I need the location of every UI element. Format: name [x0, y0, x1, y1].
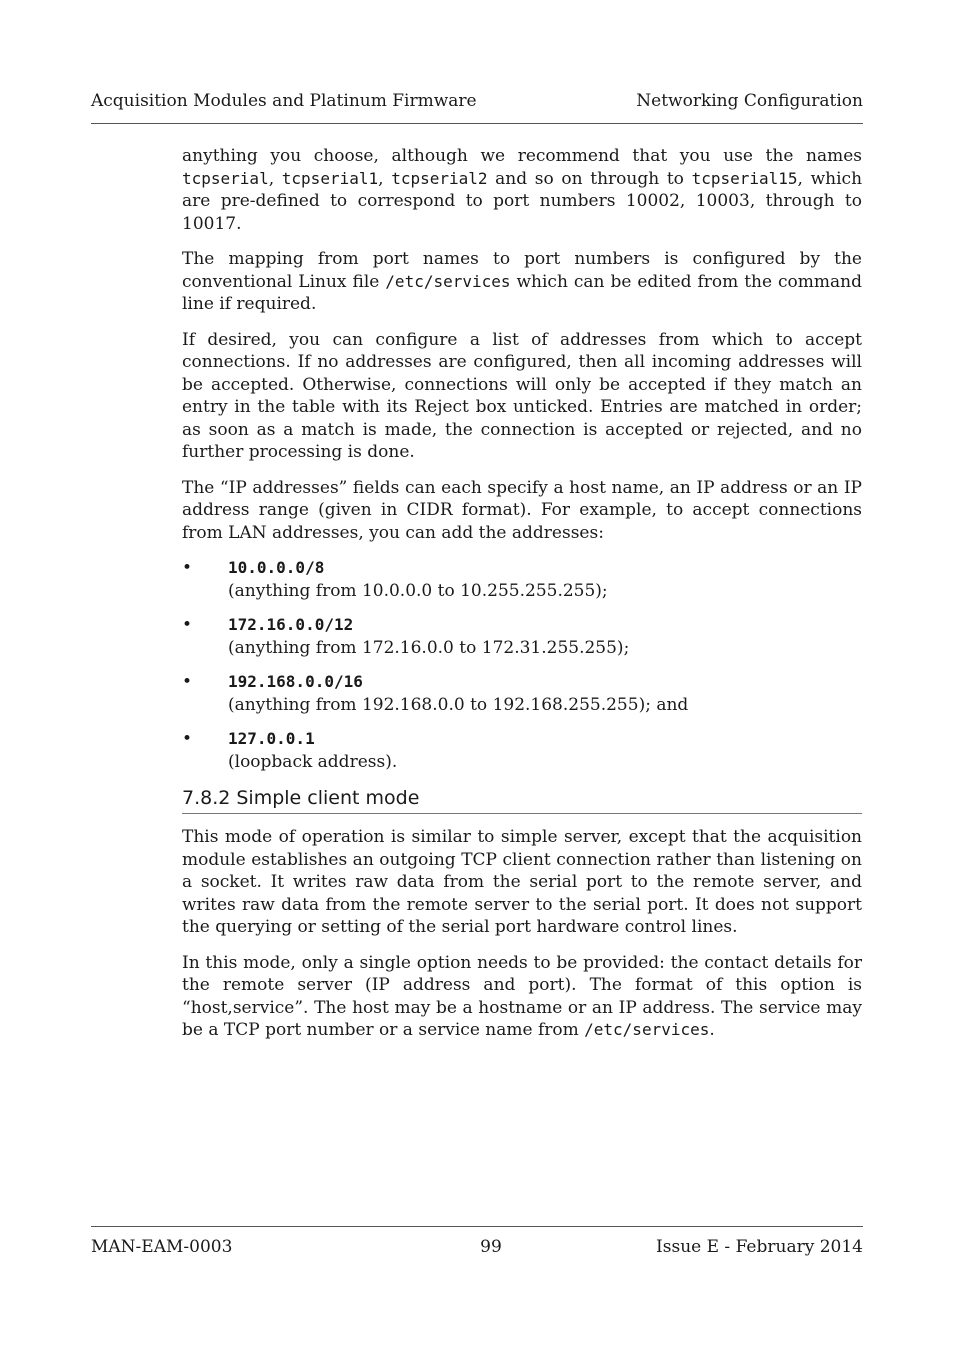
address-code: 127.0.0.1	[228, 729, 315, 748]
page-number: 99	[480, 1237, 502, 1257]
page-header	[91, 91, 863, 124]
list-item	[182, 728, 862, 773]
code-tcpserial2: tcpserial2	[391, 168, 488, 188]
paragraph-address-list: If desired, you can configure a list of addresses from which to accept connections. If no addresses are configured, then all incoming addresses will be accepted. Otherwise, connections will only be accepted if they match an entry in the table with its Reject box unticked. Entries are matched in order; as soon as a match is made, the connection is accepted or rejected, and no further processing is done.	[182, 329, 862, 462]
address-description: (anything from 10.0.0.0 to 10.255.255.255);	[228, 580, 608, 601]
code-tcpserial: tcpserial	[182, 168, 269, 188]
code-tcpserial1: tcpserial1	[281, 168, 379, 188]
address-description: (loopback address).	[228, 751, 398, 772]
code-tcpserial15: tcpserial15	[691, 168, 798, 188]
section-heading	[182, 785, 862, 814]
paragraph-client-mode: This mode of operation is similar to simple server, except that the acquisition module establishes an outgoing TCP client connection rather than listening on a socket. It writes raw data from the serial port to the remote server, and writes raw data from the remote server to the serial port. It does not support the querying or setting of the serial port hardware control lines.	[182, 827, 862, 937]
bullet-icon: •	[182, 615, 193, 635]
footer-document-id: MAN-EAM-0003	[91, 1237, 233, 1257]
bullet-icon: •	[182, 729, 193, 749]
address-bullet-list	[182, 557, 862, 773]
address-code: 10.0.0.0/8	[228, 558, 325, 577]
address-description: (anything from 192.168.0.0 to 192.168.255.255); and	[228, 694, 689, 715]
section-number: 7.8.2	[182, 787, 231, 809]
paragraph-ip-addresses: The “IP addresses” fields can each specify a host name, an IP address or an IP address range (given in CIDR format). For example, to accept connections from LAN addresses, you can add the addresses:	[182, 477, 862, 543]
header-chapter-title: Networking Configuration	[636, 91, 863, 111]
address-code: 192.168.0.0/16	[228, 672, 363, 691]
code-etc-services: /etc/services	[584, 1020, 710, 1039]
paragraph-port-mapping: The mapping from port names to port numbers is configured by the conventional Linux file /etc/services which can be edited from the command line if required.	[182, 249, 862, 314]
bullet-icon: •	[182, 672, 193, 692]
list-item	[182, 671, 862, 716]
paragraph-port-names: anything you choose, although we recommend that you use the names tcpserial, tcpserial1, tcpserial2 and so on through to tcpserial15, which are pre-defined to correspond to port numbers 10002, 10003, through to 10017.	[182, 146, 863, 234]
paragraph-client-option: In this mode, only a single option needs to be provided: the contact details for the remote server (IP address and port). The format of this option is “host,service”. The host may be a hostname or an IP address. The service may be a TCP port number or a service name from /etc/services.	[182, 952, 862, 1040]
page-body	[182, 145, 862, 1055]
bullet-icon: •	[182, 558, 193, 578]
address-description: (anything from 172.16.0.0 to 172.31.255.255);	[228, 637, 630, 658]
page-footer	[91, 1226, 863, 1257]
section-title: Simple client mode	[236, 787, 420, 809]
header-document-title: Acquisition Modules and Platinum Firmware	[91, 91, 477, 111]
footer-issue: Issue E - February 2014	[656, 1237, 863, 1257]
code-etc-services: /etc/services	[385, 271, 511, 291]
list-item	[182, 614, 862, 659]
address-code: 172.16.0.0/12	[228, 615, 354, 634]
list-item	[182, 557, 862, 602]
